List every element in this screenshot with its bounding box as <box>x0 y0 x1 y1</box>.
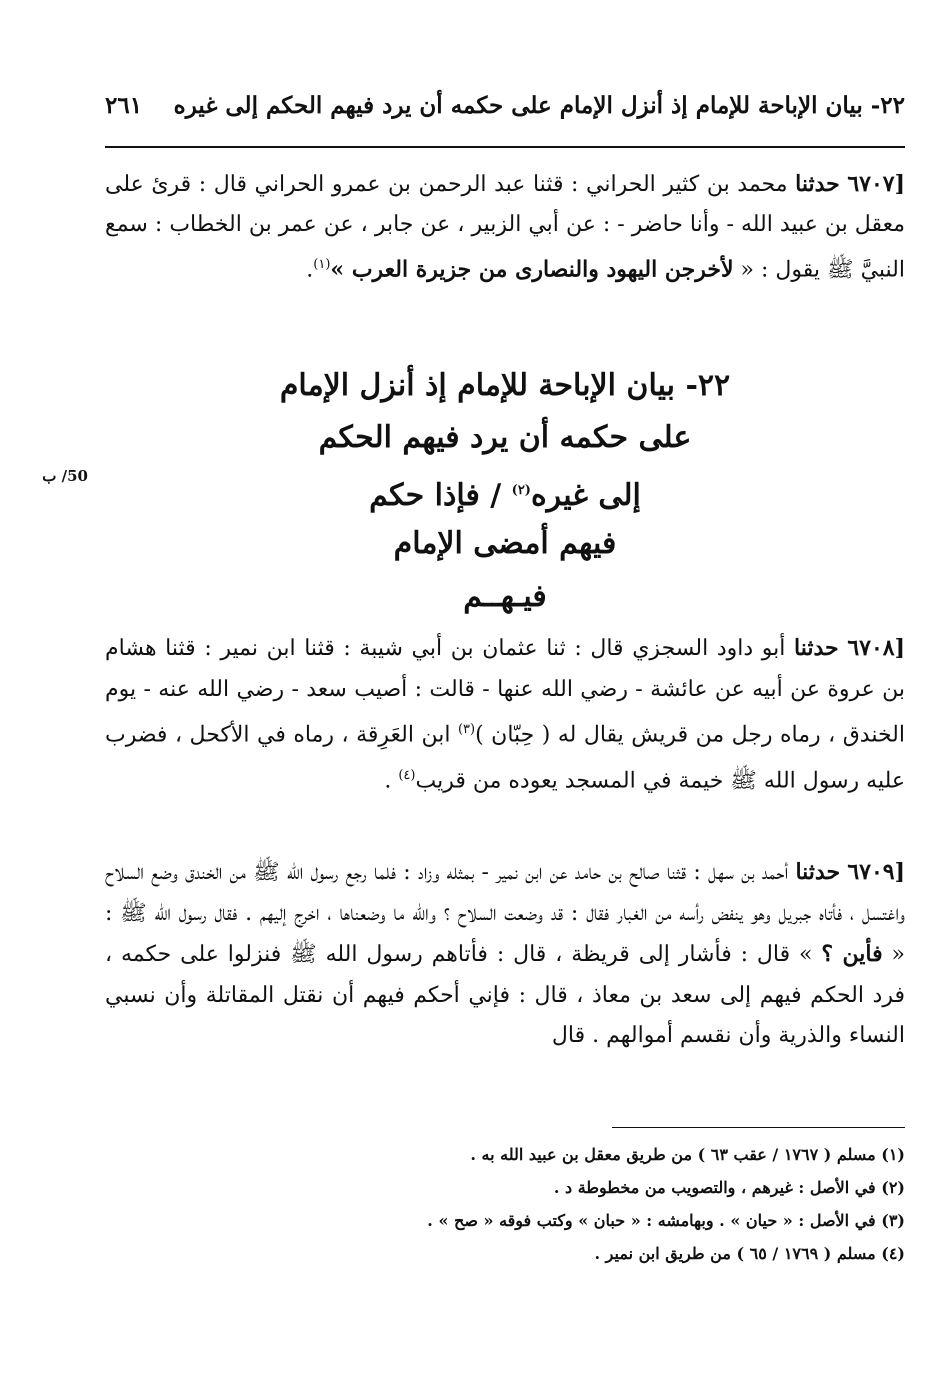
hadith-text: . <box>384 768 399 794</box>
chapter-heading-line: فيـهــم <box>463 579 547 614</box>
footnote-ref[interactable]: (٣) <box>457 722 476 737</box>
footnote-ref[interactable]: (١) <box>313 257 331 272</box>
hadith-number: [٦٧٠٨ <box>847 635 905 661</box>
hadith-6709 <box>105 852 905 1057</box>
hadith-number: [٦٧٠٧ <box>847 171 905 197</box>
footnote-ref[interactable]: (٤) <box>398 767 416 783</box>
header-rule <box>105 146 905 148</box>
hadith-quote: فأين ؟ <box>821 941 883 967</box>
hadith-text: أحمد بن سهل : قثنا صالح بن حامد عن ابن نمير - بمثله وزاد : فلما رجع رسول الله ﷺ من الخندق وضع السلاح واغتسل ، فأتاه جبريل وهو ينفض رأسه من الغبار فقال : قد وضعت السلاح ؟ والله ما وضعناها ، اخرج إليهم . فقال رسول الله ﷺ : « <box>105 860 905 967</box>
hadith-text: أبو داود السجزي قال : ثنا عثمان بن أبي شيبة : قثنا ابن نمير : قثنا هشام بن عروة عن أبيه عن عائشة - رضي الله عنها - قالت : أصيب سعد - رضي الله عنه - يوم الخندق ، رماه رجل من قريش يقال له ( حِبّان ) <box>105 636 905 748</box>
chapter-heading-line: ٢٢- بيان الإباحة للإمام إذ أنزل الإمام <box>279 368 731 403</box>
chapter-heading-text: إلى غيره <box>530 478 641 513</box>
chapter-heading-line <box>105 464 905 523</box>
hadith-keyword: حدثنا <box>795 859 841 885</box>
running-head <box>105 86 905 126</box>
hadith-keyword: حدثنا <box>795 171 840 197</box>
hadith-quote: لأخرجن اليهود والنصارى من جزيرة العرب <box>351 256 734 283</box>
footnote: (٣) في الأصل : « حيان » . وبهامشه : « حبان » وكتب فوقه « صح » . <box>427 1211 905 1230</box>
footnote: (٤) مسلم ( ١٧٦٩ / ٦٥ ) من طريق ابن نمير . <box>594 1244 905 1263</box>
hadith-text: » <box>330 256 352 283</box>
hadith-6708 <box>105 628 905 802</box>
chapter-heading-text: / فإذا حكم <box>369 478 512 513</box>
running-head-title: ٢٢- بيان الإباحة للإمام إذ أنزل الإمام على حكمه أن يرد فيهم الحكم إلى غيره <box>173 92 905 119</box>
hadith-number: [٦٧٠٩ <box>847 859 905 885</box>
page-number: ٢٦١ <box>105 92 143 119</box>
footnotes <box>105 1138 905 1270</box>
hadith-text: » قال : فأشار إلى قريظة ، قال : فأتاهم رسول الله ﷺ فنزلوا على حكمه ، فرد الحكم فيهم إلى سعد بن معاذ ، قال : فإني أحكم فيهم أن نقتل المقاتلة وأن نسبي النساء والذرية وأن نقسم أموالهم . قال <box>105 942 905 1048</box>
footnote-ref[interactable]: (٢) <box>511 483 531 498</box>
hadith-text: . <box>306 257 314 283</box>
hadith-text: محمد بن كثير الحراني : قثنا عبد الرحمن بن عمرو الحراني قال : قرئ على معقل بن عبيد الله - وأنا حاضر - : عن أبي الزبير ، عن جابر ، عن عمر بن الخطاب : سمع النبيَّ ﷺ يقول : « <box>105 172 905 283</box>
hadith-keyword: حدثنا <box>794 635 839 661</box>
manuscript-folio-note: 50/ ب <box>42 467 88 485</box>
chapter-heading-line: على حكمه أن يرد فيهم الحكم <box>318 420 692 455</box>
footnote: (٢) في الأصل : غيرهم ، والتصويب من مخطوطة د . <box>553 1178 905 1197</box>
hadith-6707 <box>105 164 905 290</box>
footnote-rule <box>612 1127 905 1128</box>
hadith-text: ابن العَرِقة ، رماه في الأكحل ، فضرب عليه رسول الله ﷺ خيمة في المسجد يعوده من قريب <box>105 722 905 794</box>
footnote: (١) مسلم ( ١٧٦٧ / عقب ٦٣ ) من طريق معقل بن عبيد الله به . <box>470 1145 905 1164</box>
chapter-heading-line: فيهم أمضى الإمام <box>393 526 617 561</box>
